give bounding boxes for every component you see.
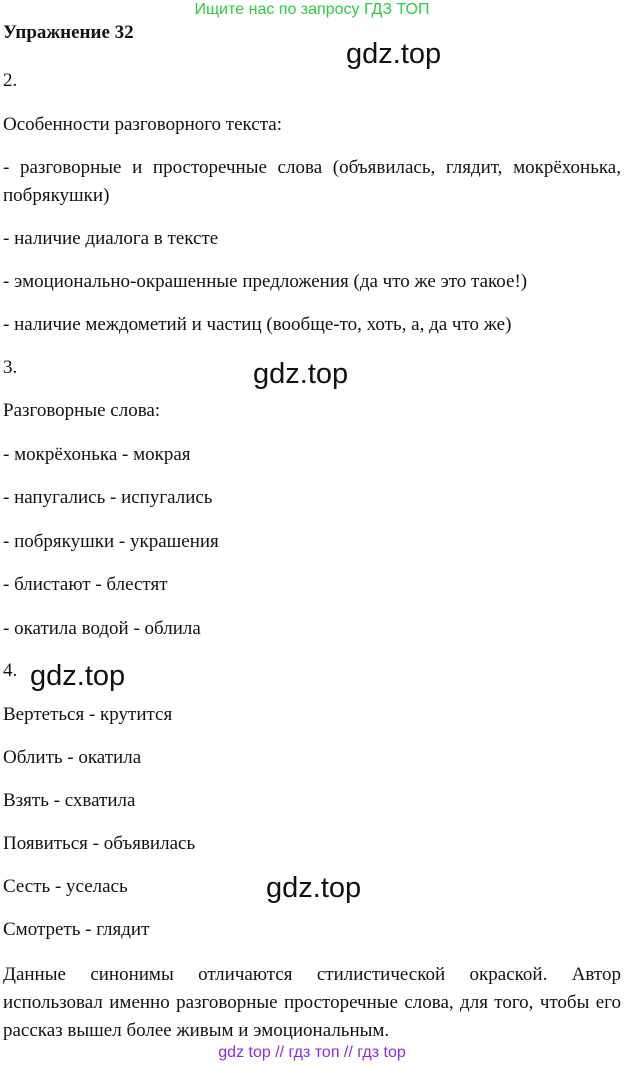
list-item: - окатила водой - облила xyxy=(3,618,201,639)
list-item: - эмоционально-окрашенные предложения (да что же это такое!) xyxy=(3,271,528,292)
exercise-title: Упражнение 32 xyxy=(3,22,134,43)
watermark: gdz.top xyxy=(253,358,349,390)
list-item: Появиться - объявилась xyxy=(3,833,196,854)
watermark: gdz.top xyxy=(30,660,126,692)
watermark: gdz.top xyxy=(346,38,442,70)
list-item: - мокрёхонька - мокрая xyxy=(3,444,191,465)
watermark: gdz.top xyxy=(266,872,362,904)
conclusion-paragraph: Данные синонимы отличаются стилистической окраской. Автор использовал именно разговорные просторечные слова, для того, чтобы его рассказ вышел более живым и эмоциональным. xyxy=(3,964,621,1041)
list-item: - наличие междометий и частиц (вообще-то, хоть, а, да что же) xyxy=(3,314,512,335)
list-item: - разговорные и просторечные слова (объявилась, глядит, мокрёхонька, побрякушки) xyxy=(3,157,621,206)
section-number: 3. xyxy=(3,357,18,378)
list-item: Взять - схватила xyxy=(3,790,136,811)
list-item: Смотреть - глядит xyxy=(3,919,150,940)
section-number: 2. xyxy=(3,70,18,91)
list-item: Вертеться - крутится xyxy=(3,704,173,725)
search-banner[interactable]: Ищите нас по запросу ГДЗ ТОП xyxy=(194,1,430,18)
section-heading: Особенности разговорного текста: xyxy=(3,114,282,135)
footer-links[interactable]: gdz top // гдз топ // гдз top xyxy=(218,1044,406,1061)
list-item: - побрякушки - украшения xyxy=(3,531,219,552)
list-item: Сесть - уселась xyxy=(3,876,128,897)
section-heading: Разговорные слова: xyxy=(3,400,161,421)
list-item: Облить - окатила xyxy=(3,747,142,768)
list-item: - блистают - блестят xyxy=(3,574,168,595)
list-item: - наличие диалога в тексте xyxy=(3,228,219,249)
list-item: - напугались - испугались xyxy=(3,487,213,508)
section-number: 4. xyxy=(3,660,18,681)
